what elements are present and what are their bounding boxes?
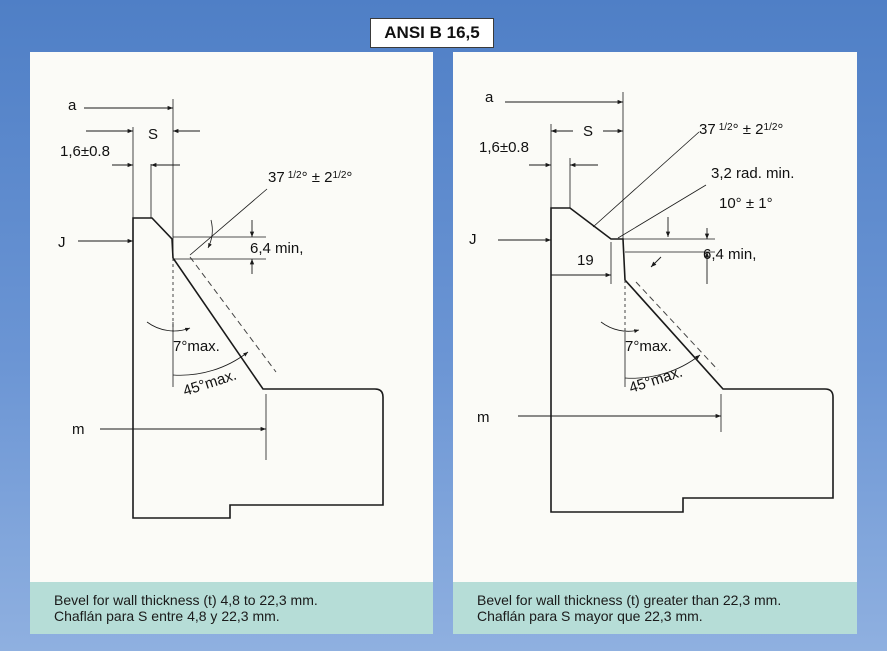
right-angle-label: 37 $^{1/2}^\circ \pm 2^{1/2}^\circ$ bbox=[699, 121, 784, 138]
right-caption bbox=[453, 582, 857, 634]
right-label-s: S bbox=[583, 123, 594, 140]
left-angle-label: 37 $^{1/2}^\circ \pm 2^{1/2}^\circ$ bbox=[268, 169, 353, 186]
left-caption-en: Bevel for wall thickness (t) 4,8 to 22,3 mm. bbox=[54, 592, 318, 608]
right-label-ten: 10° ± 1° bbox=[719, 195, 773, 212]
left-label-m: m bbox=[72, 421, 85, 438]
right-label-7max: 7°max. bbox=[625, 338, 672, 355]
right-label-rad: 3,2 rad. min. bbox=[711, 165, 795, 182]
left-label-7max: 7°max. bbox=[173, 338, 220, 355]
standard-title: ANSI B 16,5 bbox=[370, 18, 494, 48]
right-label-root-face: 1,6±0.8 bbox=[479, 139, 529, 156]
left-label-s: S bbox=[148, 126, 159, 143]
left-label-45max: 45°max. bbox=[180, 366, 239, 400]
left-label-j: J bbox=[58, 234, 66, 251]
right-bevel-dashed-line bbox=[636, 282, 718, 370]
right-caption-es: Chaflán para S mayor que 22,3 mm. bbox=[477, 608, 703, 624]
right-bevel-drawing bbox=[453, 52, 857, 634]
left-caption bbox=[30, 582, 433, 634]
right-label-j: J bbox=[469, 231, 477, 248]
left-label-root-face: 1,6±0.8 bbox=[60, 143, 110, 160]
left-bevel-drawing bbox=[30, 52, 433, 634]
right-label-45max: 45°max. bbox=[626, 363, 685, 397]
left-pipe-profile bbox=[133, 218, 383, 518]
left-label-a: a bbox=[68, 97, 77, 114]
left-label-min-land: 6,4 min, bbox=[250, 240, 304, 257]
right-caption-en: Bevel for wall thickness (t) greater than 22,3 mm. bbox=[477, 592, 782, 608]
right-label-nineteen: 19 bbox=[577, 252, 594, 269]
right-panel bbox=[453, 52, 857, 634]
left-caption-es: Chaflán para S entre 4,8 y 22,3 mm. bbox=[54, 608, 280, 624]
right-label-m: m bbox=[477, 409, 490, 426]
left-panel bbox=[30, 52, 433, 634]
right-label-a: a bbox=[485, 89, 494, 106]
right-label-min-land: 6,4 min, bbox=[703, 246, 757, 263]
